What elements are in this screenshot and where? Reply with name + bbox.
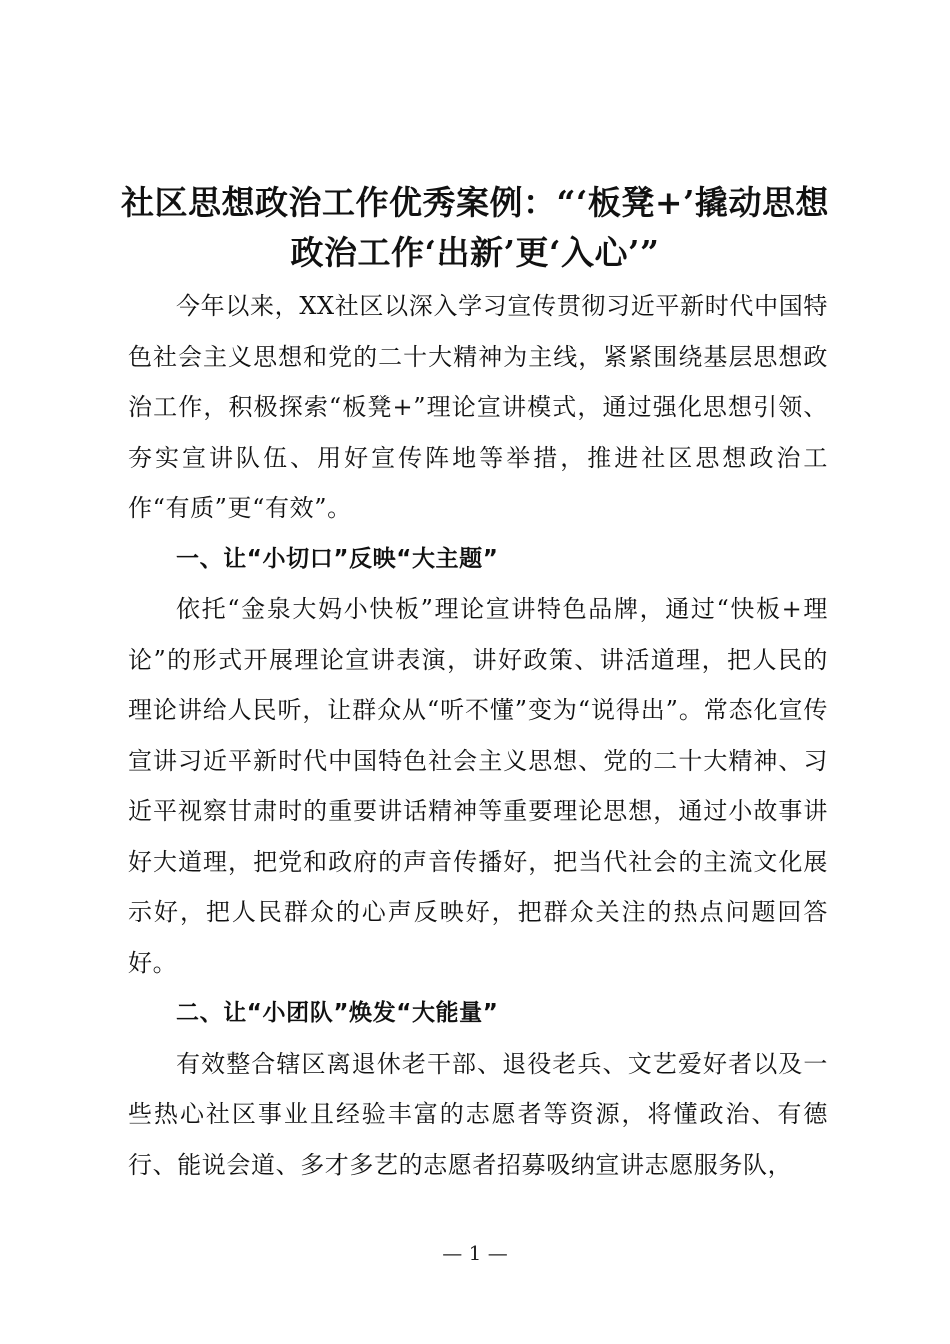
- document-body: [128, 281, 828, 1190]
- section-2-heading: 二、让“小团队”焕发“大能量”: [176, 1000, 499, 1026]
- page-number: — 1 —: [442, 1241, 508, 1265]
- document-title: 社区思想政治工作优秀案例：“‘板凳+’撬动思想政治工作‘出新’更‘入心’”: [120, 183, 830, 272]
- intro-paragraph: 今年以来，XX社区以深入学习宣传贯彻习近平新时代中国特色社会主义思想和党的二十大精神为主线，紧紧围绕基层思想政治工作，积极探索“板凳+”理论宣讲模式，通过强化思想引领、夯实宣讲队伍、用好宣传阵地等举措，推进社区思想政治工作“有质”更“有效”。: [128, 292, 828, 522]
- section-1-heading: 一、让“小切口”反映“大主题”: [176, 545, 499, 572]
- section-1-paragraph: 依托“金泉大妈小快板”理论宣讲特色品牌，通过“快板+理论”的形式开展理论宣讲表演，讲好政策、讲活道理，把人民的理论讲给人民听，让群众从“听不懂”变为“说得出”。常态化宣传宣讲习近平新时代中国特色社会主义思想、党的二十大精神、习近平视察甘肃时的重要讲话精神等重要理论思想，通过小故事讲好大道理，把党和政府的声音传播好，把当代社会的主流文化展示好，把人民群众的心声反映好，把群众关注的热点问题回答好。: [128, 595, 828, 977]
- section-2-paragraph: 有效整合辖区离退休老干部、退役老兵、文艺爱好者以及一些热心社区事业且经验丰富的志愿者等资源，将懂政治、有德行、能说会道、多才多艺的志愿者招募吸纳宣讲志愿服务队，: [128, 1049, 828, 1179]
